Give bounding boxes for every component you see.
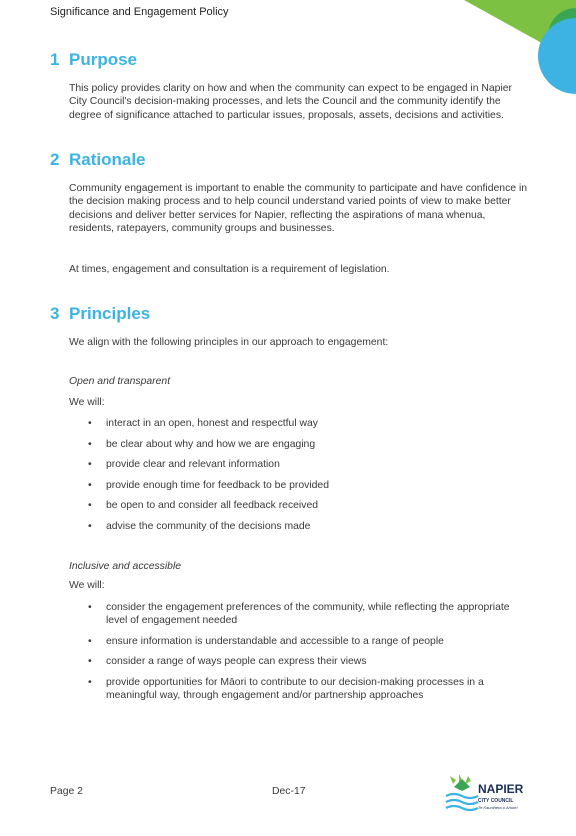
section-title: Principles	[69, 304, 151, 323]
list-item	[69, 601, 531, 628]
list-item-text: advise the community of the decisions made	[106, 520, 311, 532]
bullet-icon: •	[88, 418, 92, 429]
list-item-text: ensure information is understandable and accessible to a range of people	[106, 635, 444, 647]
footer-page-number: Page 2	[50, 786, 83, 797]
bullet-icon: •	[88, 438, 92, 450]
section-heading-principles	[50, 304, 150, 324]
list-item	[69, 438, 531, 451]
section-number: 1	[50, 50, 60, 69]
list-item-text: consider a range of ways people can express their views	[106, 656, 367, 668]
list-item	[69, 676, 531, 703]
purpose-paragraph: This policy provides clarity on how and when the community can expect to be engaged in Napier City Council's decision-making processes, and lets the Council and the community identify the degree of significance attached to particular issues, proposals, assets, decisions and activities.	[69, 83, 513, 121]
bullet-icon: •	[88, 676, 92, 688]
bullet-list-open	[69, 417, 531, 540]
list-item	[69, 458, 531, 471]
principle-group-title-open: Open and transparent	[69, 376, 171, 387]
header-title: Significance and Engagement Policy	[50, 6, 229, 18]
bullet-icon: •	[88, 635, 92, 647]
section-heading-purpose	[50, 50, 137, 70]
list-item-text: interact in an open, honest and respectful way	[106, 418, 318, 429]
list-item	[69, 499, 531, 512]
principle-group-title-inclusive: Inclusive and accessible	[69, 561, 182, 572]
logo-leaves	[450, 774, 471, 791]
bullet-icon: •	[88, 479, 92, 491]
section-number: 2	[50, 150, 60, 169]
section-title: Rationale	[69, 150, 146, 169]
rationale-paragraph-1: Community engagement is important to enable the community to participate and have confidence in the decision making process and to help council understand varied points of view to make better decisions and deliver better services for Napier, reflecting the aspirations of mana whenua, residents, ratepayers, community groups and businesses.	[69, 183, 528, 235]
bullet-icon: •	[88, 520, 92, 532]
list-item-text: be clear about why and how we are engaging	[106, 438, 316, 450]
section-heading-rationale	[50, 150, 146, 170]
list-item	[69, 635, 531, 648]
bullet-icon: •	[88, 656, 92, 668]
list-item-text: consider the engagement preferences of the community, while reflecting the appropriate level of engagement needed	[106, 602, 510, 627]
list-item-text: provide enough time for feedback to be provided	[106, 479, 329, 491]
list-item-text: provide clear and relevant information	[106, 459, 280, 470]
logo-subtitle: CITY COUNCIL	[478, 798, 514, 804]
logo-name: NAPIER	[478, 782, 524, 796]
we-will-label: We will:	[69, 580, 105, 591]
footer-date: Dec-17	[272, 786, 306, 797]
list-item	[69, 655, 531, 668]
rationale-paragraph-2: At times, engagement and consultation is a requirement of legislation.	[69, 264, 390, 275]
section-number: 3	[50, 304, 60, 323]
list-item	[69, 520, 531, 533]
logo-tagline: Te Kaunihera o Ahuriri	[478, 805, 518, 810]
section-title: Purpose	[69, 50, 138, 69]
list-item-text: be open to and consider all feedback received	[106, 500, 318, 511]
principles-intro: We align with the following principles in our approach to engagement:	[69, 337, 389, 348]
napier-logo-icon	[440, 774, 540, 818]
bullet-list-inclusive	[69, 601, 531, 710]
bullet-icon: •	[88, 459, 92, 470]
bullet-icon: •	[88, 602, 92, 613]
list-item	[69, 479, 531, 492]
list-item	[69, 417, 531, 430]
we-will-label: We will:	[69, 397, 105, 408]
list-item-text: provide opportunities for Māori to contribute to our decision-making processes in a meaningful way, through engagement and/or partnership approaches	[106, 676, 484, 702]
bullet-icon: •	[88, 500, 92, 511]
logo-waves	[446, 794, 478, 810]
